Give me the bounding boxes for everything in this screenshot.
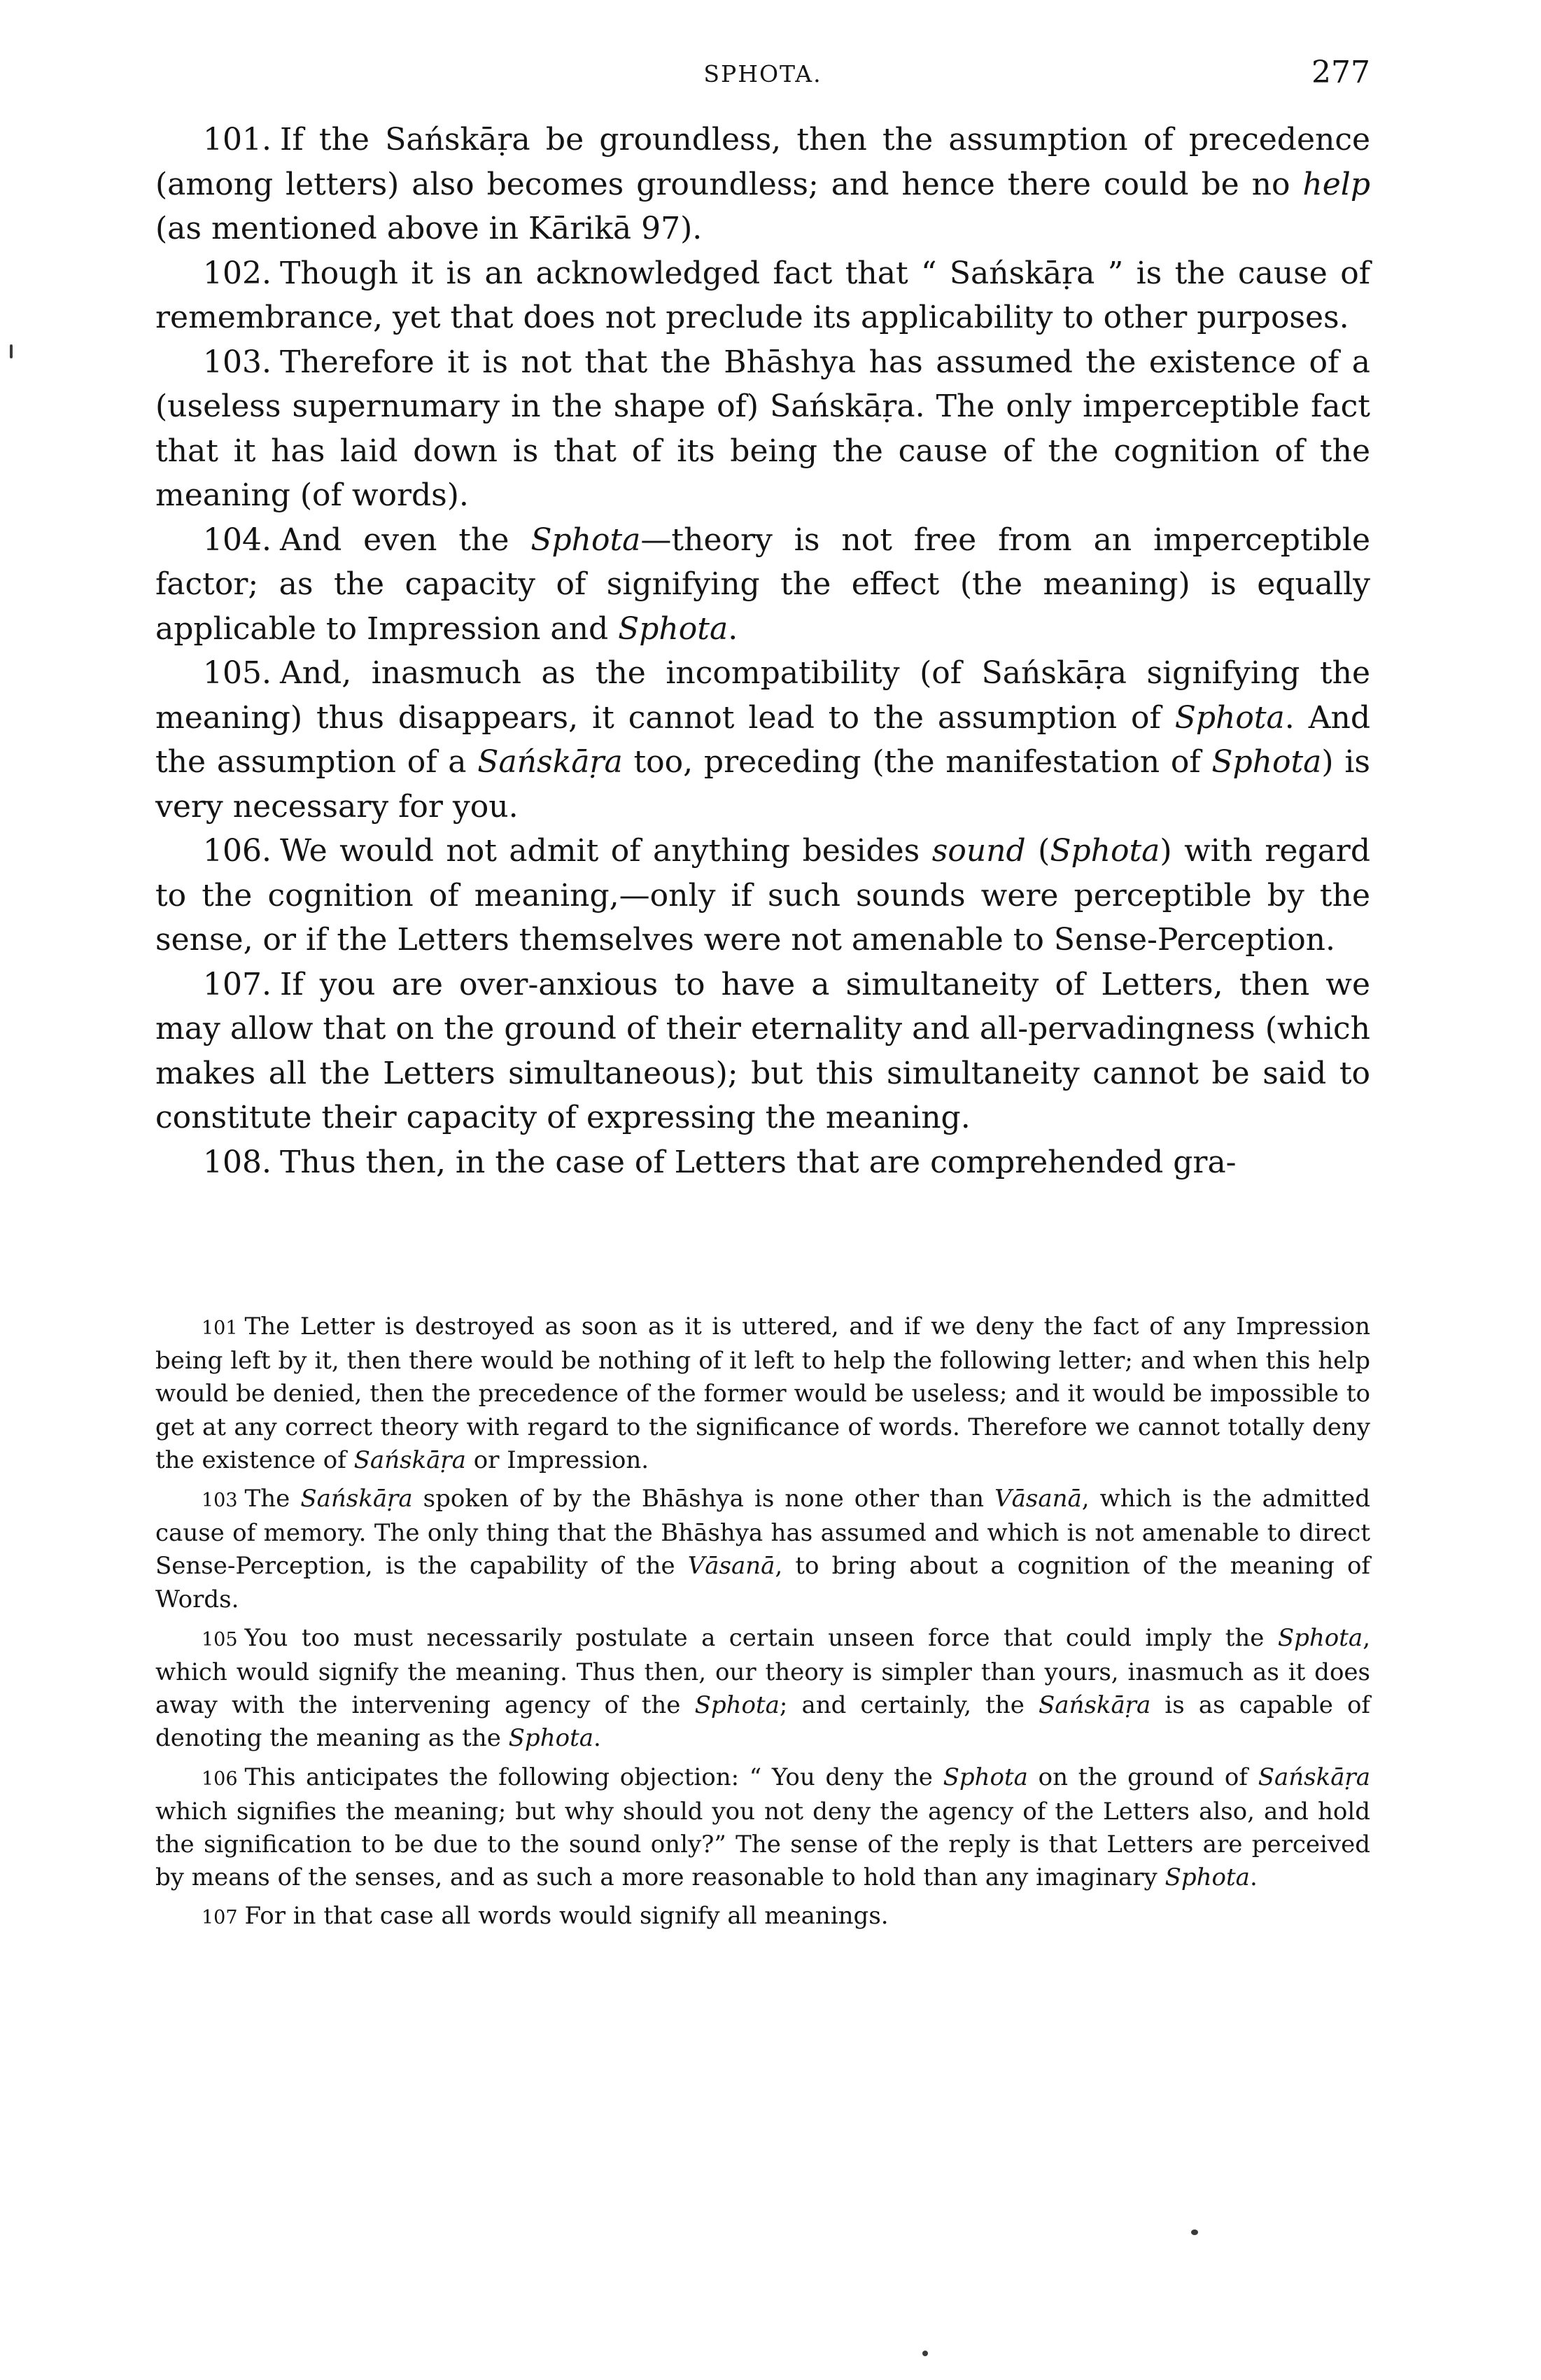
text-run: or Impression. bbox=[465, 1446, 649, 1474]
italic-run: Sphota bbox=[618, 610, 729, 647]
text-run: . bbox=[1249, 1863, 1258, 1892]
footnote-105 bbox=[155, 1622, 1370, 1756]
text-run: which signifies the meaning; but why should you not deny the agency of the Letters also, and hold the signification to be due to the sound only?” The sense of the reply is that Letters are perceived by means of the senses, and as such a more reasonable to hold than any imaginary bbox=[155, 1797, 1370, 1892]
text-run: ( bbox=[1025, 833, 1050, 869]
footnote-107 bbox=[155, 1900, 1370, 1934]
italic-run: Sphota bbox=[1277, 1623, 1363, 1652]
text-run: spoken of by the Bhāshya is none other than bbox=[412, 1485, 995, 1513]
paragraph-103 bbox=[155, 340, 1370, 518]
text-run: ) with regard to the cognition of meaning,—only if such sounds were perceptible by the sense, or if the Letters themselves were not amenable to Sense-Perception. bbox=[155, 833, 1371, 958]
footnote-106 bbox=[155, 1761, 1370, 1895]
paragraph-108 bbox=[155, 1140, 1370, 1185]
running-title: SPHOTA. bbox=[703, 60, 822, 88]
italic-run: Sphota bbox=[1174, 699, 1285, 736]
text-run: —theory is not free from an imperceptible factor; as the capacity of signifying the effect (the meaning) is equally applicable to Impression and bbox=[155, 522, 1370, 647]
italic-run: Sańskāṛa bbox=[1258, 1763, 1371, 1791]
italic-run: Sphota bbox=[508, 1724, 593, 1753]
italic-run: Sphota bbox=[1164, 1863, 1250, 1892]
footnote-103 bbox=[155, 1483, 1370, 1616]
paragraph-number: 108. bbox=[203, 1144, 272, 1180]
footnotes bbox=[155, 1310, 1370, 1940]
text-run: Thus then, in the case of Letters that are comprehended gra- bbox=[279, 1144, 1237, 1180]
text-run: . bbox=[593, 1724, 601, 1753]
text-run: You too must necessarily postulate a certain unseen force that could imply the bbox=[244, 1623, 1278, 1652]
text-run: ; and certainly, the bbox=[779, 1691, 1039, 1720]
text-run: Therefore it is not that the Bhāshya has assumed the existence of a (useless supernumary in the shape of) Sańskāṛa. The only imperceptible fact that it has laid down is that of its being the cause of the cognition of the meaning (of words). bbox=[155, 344, 1370, 513]
footnote-number: 105 bbox=[202, 1628, 238, 1651]
italic-run: Sańskāṛa bbox=[300, 1485, 413, 1513]
main-text bbox=[155, 118, 1370, 1184]
italic-run: sound bbox=[931, 833, 1026, 869]
paragraph-number: 104. bbox=[203, 522, 272, 558]
paragraph-107 bbox=[155, 962, 1370, 1140]
scan-speck bbox=[10, 344, 13, 358]
text-run: . And the assumption of a bbox=[155, 699, 1370, 780]
text-run: . bbox=[728, 610, 738, 647]
text-run: The bbox=[244, 1485, 301, 1513]
italic-run: Sańskāṛa bbox=[477, 744, 623, 780]
paragraph-102 bbox=[155, 251, 1370, 340]
text-run: , which is the admitted cause of memory. The only thing that the Bhāshya has assumed and which is not amenable to direct Sense-Perception, is the capability of the bbox=[155, 1485, 1371, 1581]
text-run: (as mentioned above in Kārikā 97). bbox=[155, 211, 703, 246]
text-run: The Letter is destroyed as soon as it is uttered, and if we deny the fact of any Impression being left by it, then there would be nothing of it left to help the following letter; and when this help would be denied, then the precedence of the former would be useless; and it would be impossible to get at any correct theory with regard to the significance of words. Therefore we cannot totally deny the existence of bbox=[155, 1312, 1370, 1474]
paragraph-104 bbox=[155, 518, 1370, 652]
italic-run: Sańskāṛa bbox=[1038, 1691, 1151, 1720]
paragraph-106 bbox=[155, 829, 1370, 962]
paragraph-number: 106. bbox=[203, 833, 272, 869]
footnote-number: 106 bbox=[202, 1768, 238, 1790]
scan-speck bbox=[1191, 2230, 1198, 2235]
text-run: is as capable of denoting the meaning as the bbox=[155, 1691, 1370, 1753]
text-run: If you are over-anxious to have a simultaneity of Letters, then we may allow that on the ground of their eternality and all-pervadingness (which makes all the Letters simultaneous); but this simultaneity cannot be said to constitute their capacity of expressing the meaning. bbox=[155, 966, 1370, 1135]
paragraph-number: 103. bbox=[203, 344, 272, 380]
italic-run: Vāsanā bbox=[994, 1485, 1082, 1513]
paragraph-number: 102. bbox=[203, 255, 272, 291]
italic-run: help bbox=[1302, 166, 1370, 202]
paragraph-number: 105. bbox=[203, 655, 272, 691]
text-run: And even the bbox=[279, 522, 531, 558]
italic-run: Sphota bbox=[1211, 744, 1322, 780]
paragraph-101 bbox=[155, 118, 1370, 251]
footnote-101 bbox=[155, 1310, 1370, 1477]
text-run: And, inasmuch as the incompatibility (of Sańskāṛa signifying the meaning) thus disappears, it cannot lead to the assumption of bbox=[155, 655, 1370, 736]
running-head bbox=[155, 55, 1370, 104]
paragraph-105 bbox=[155, 651, 1370, 829]
paragraph-number: 107. bbox=[203, 966, 272, 1002]
text-run: For in that case all words would signify all meanings. bbox=[244, 1902, 889, 1931]
scan-speck bbox=[922, 2351, 928, 2356]
footnote-number: 107 bbox=[202, 1907, 238, 1929]
italic-run: Sphota bbox=[943, 1763, 1028, 1791]
italic-run: Sańskāṛa bbox=[353, 1446, 466, 1474]
italic-run: Sphota bbox=[1050, 833, 1160, 869]
text-run: This anticipates the following objection: “ You deny the bbox=[244, 1763, 943, 1791]
text-run: on the ground of bbox=[1027, 1763, 1258, 1791]
text-run: , which would signify the meaning. Thus then, our theory is simpler than yours, inasmuch as it does away with the intervening agency of the bbox=[155, 1623, 1370, 1720]
text-run: ) is very necessary for you. bbox=[155, 744, 1370, 825]
text-run: We would not admit of anything besides bbox=[279, 833, 932, 869]
text-run: If the Sańskāṛa be groundless, then the assumption of precedence (among letters) also becomes groundless; and hence there could be no bbox=[155, 122, 1370, 202]
italic-run: Sphota bbox=[530, 522, 641, 558]
text-run: , to bring about a cognition of the meaning of Words. bbox=[155, 1552, 1370, 1614]
paragraph-number: 101. bbox=[203, 122, 272, 158]
text-run: Though it is an acknowledged fact that “ Sańskāṛa ” is the cause of remembrance, yet that does not preclude its applicability to other purposes. bbox=[155, 255, 1370, 335]
text-run: too, preceding (the manifestation of bbox=[622, 744, 1212, 780]
footnote-number: 103 bbox=[202, 1490, 238, 1512]
page-number: 277 bbox=[1311, 55, 1370, 90]
italic-run: Vāsanā bbox=[687, 1552, 775, 1581]
italic-run: Sphota bbox=[694, 1691, 780, 1720]
footnote-number: 101 bbox=[202, 1317, 238, 1339]
